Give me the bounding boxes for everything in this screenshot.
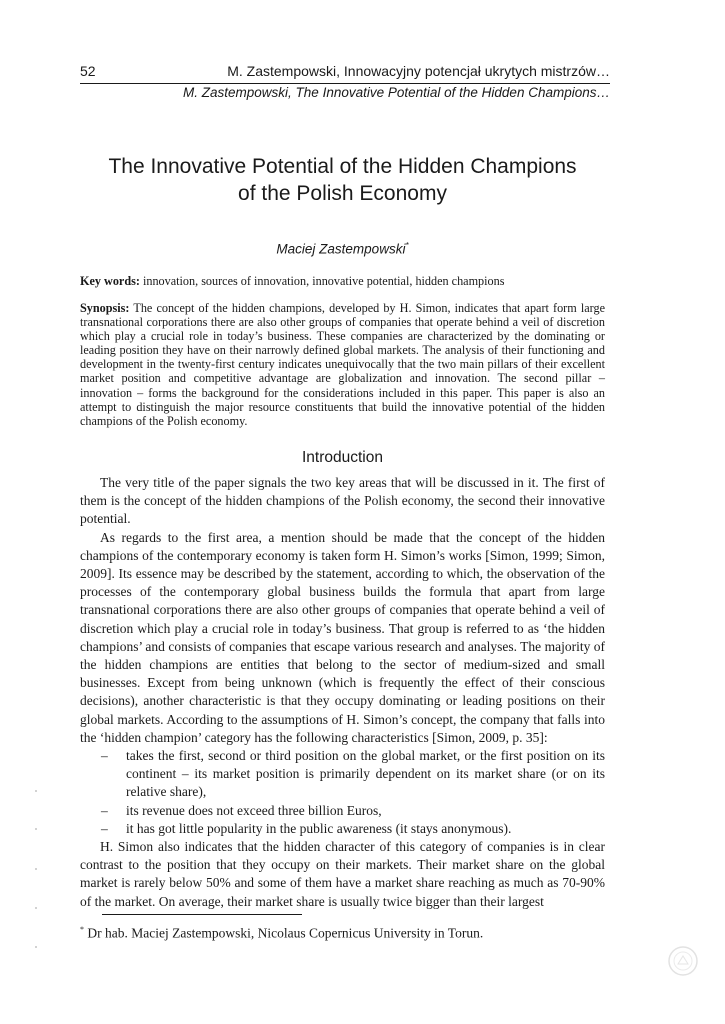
margin-scan-mark — [35, 907, 37, 909]
header-rule — [80, 83, 610, 84]
author — [80, 241, 605, 257]
paper-title-line-1: The Innovative Potential of the Hidden Champions — [108, 155, 577, 178]
list-item-text: takes the first, second or third position on the global market, or the first position on its continent – its market position is primarily dependent on its market share (or on its relative share), — [126, 748, 605, 800]
margin-scan-mark — [35, 790, 37, 792]
bullet-dash: – — [101, 802, 108, 818]
author-name: Maciej Zastempowski — [276, 241, 406, 257]
synopsis-text: The concept of the hidden champions, developed by H. Simon, indicates that apart form large transnational corporations there are also other groups of companies that operate behind a veil of discretion which play a crucial role in today’s business. These companies are characterized by the dominating or leading position they have on their narrowly defined global markets. The analysis of their functioning and development in the twenty-first century indicates unequivocally that the two main pillars of their excellent market position and competitive advantage are globalization and innovation. The second pillar – innovation – forms the background for the considerations included in this paper. This paper is also an attempt to distinguish the major resource constituents that build the innovative potential of the hidden champions of the Polish economy. — [80, 301, 605, 428]
body-text — [80, 474, 605, 911]
section-heading-introduction: Introduction — [302, 449, 383, 466]
page-number: 52 — [80, 63, 96, 79]
footnote-rule — [102, 914, 302, 915]
bullet-dash: – — [101, 748, 108, 764]
footnote-text: Dr hab. Maciej Zastempowski, Nicolaus Copernicus University in Torun. — [87, 925, 484, 941]
list-item-text: its revenue does not exceed three billion Euros, — [126, 802, 382, 818]
running-title-polish: M. Zastempowski, Innowacyjny potencjał ukrytych mistrzów… — [227, 63, 610, 79]
running-title-english: M. Zastempowski, The Innovative Potential of the Hidden Champions… — [183, 85, 610, 100]
paper-title-line-2: of the Polish Economy — [238, 182, 447, 205]
paragraph: H. Simon also indicates that the hidden character of this category of companies is in clear contrast to the position that they occupy on their markets. Their market share on the global market is rarely below 50% and some of them have a market share reaching as much as 70-90% of the market. On average, their market share is usually twice bigger than their largest — [80, 839, 605, 909]
keywords-text: innovation, sources of innovation, innovative potential, hidden champions — [142, 274, 505, 288]
margin-scan-mark — [35, 946, 37, 948]
list-item — [80, 820, 605, 838]
paragraph: The very title of the paper signals the two key areas that will be discussed in it. The first of them is the concept of the hidden champions of the Polish economy, the second their innovative potential. — [80, 475, 605, 527]
footnote-marker: * — [80, 925, 84, 934]
margin-scan-mark — [35, 828, 37, 830]
bullet-dash: – — [101, 820, 108, 836]
keywords-label: Key words: — [80, 274, 140, 288]
paragraph: As regards to the first area, a mention should be made that the concept of the hidden champions of the contemporary economy is taken form H. Simon’s works [Simon, 1999; Simon, 2009]. Its essence may be described by the statement, according to which, the observation of the processes of the contemporary global business builds the formula that apart from large transnational corporations there are also other groups of companies that operate behind a veil of discretion which play a crucial role in today’s business. That group is referred to as ‘the hidden champions’ and consists of companies that escape various research and analyses. The majority of the hidden champions are entities that belong to the sector of medium-sized and small businesses. Except from being unknown (which is frequently the effect of their conscious decisions), another characteristic is that they occupy dominating or leading positions on their global markets. According to the assumptions of H. Simon’s concept, the company that falls into the ‘hidden champion’ category has the following characteristics [Simon, 2009, p. 35]: — [80, 529, 605, 745]
synopsis — [80, 301, 605, 428]
library-stamp-icon — [667, 945, 699, 977]
list-item — [80, 747, 605, 802]
author-footnote-marker: * — [405, 241, 409, 250]
margin-scan-mark — [35, 868, 37, 870]
list-item-text: it has got little popularity in the public awareness (it stays anonymous). — [126, 820, 512, 836]
list-item — [80, 802, 605, 820]
paper-title — [80, 153, 605, 207]
characteristics-list — [80, 747, 605, 838]
keywords — [80, 274, 605, 288]
synopsis-label: Synopsis: — [80, 301, 130, 315]
footnote — [80, 925, 605, 942]
